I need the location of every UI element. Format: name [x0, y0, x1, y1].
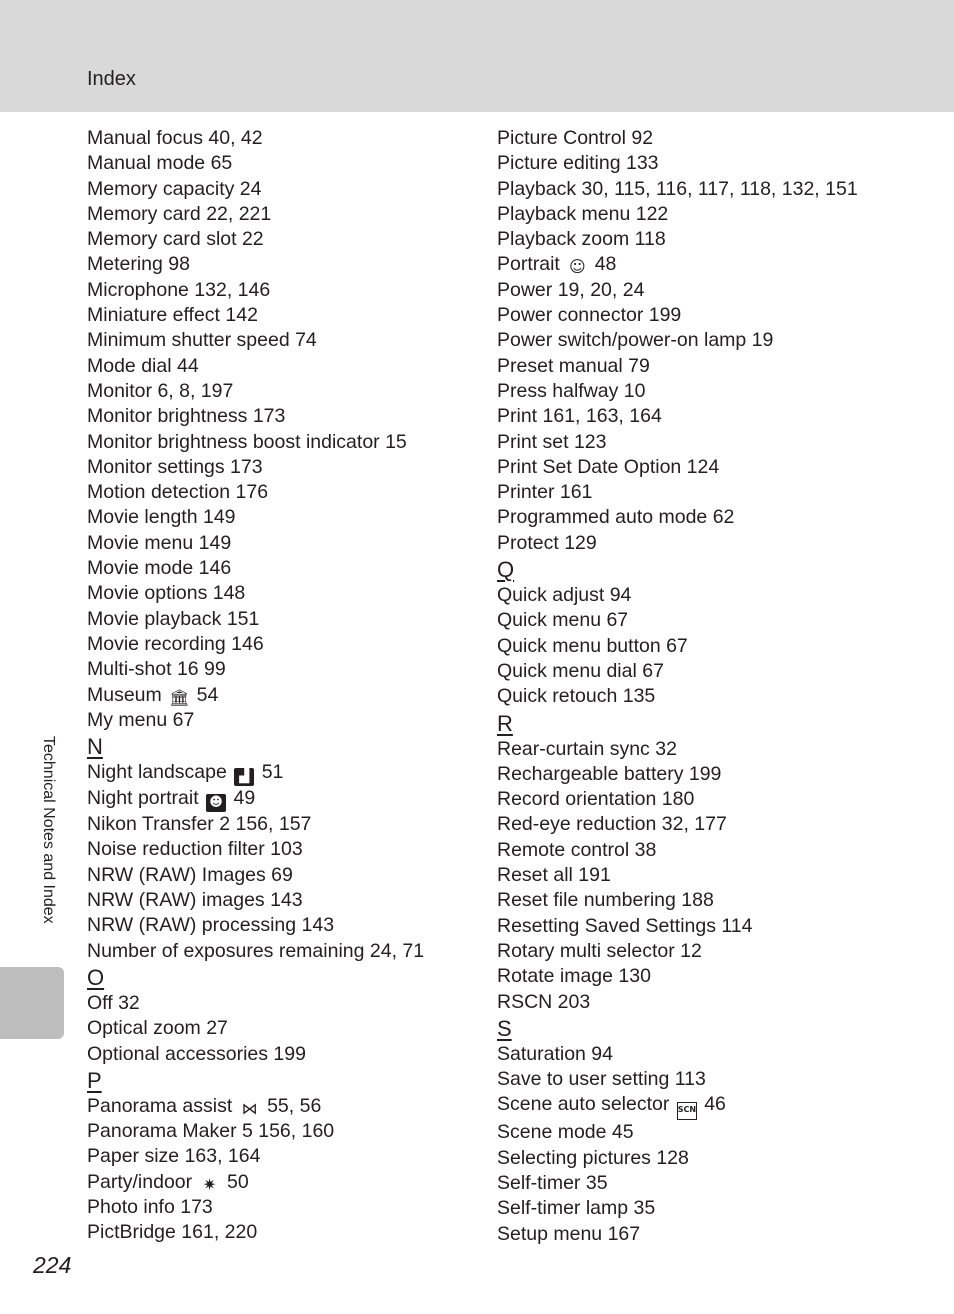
index-entry: Minimum shutter speed 74 [87, 329, 317, 352]
index-entry: Scene mode 45 [497, 1121, 634, 1144]
section-side-label: Technical Notes and Index [40, 736, 57, 924]
index-entry: Miniature effect 142 [87, 304, 258, 327]
index-entry: Panorama Maker 5 156, 160 [87, 1120, 335, 1143]
index-entry: Multi-shot 16 99 [87, 658, 226, 681]
index-entry-label: Scene auto selector [497, 1093, 670, 1116]
index-entry: Power 19, 20, 24 [497, 278, 645, 301]
index-entry [497, 1092, 937, 1120]
index-entry: Press halfway 10 [497, 379, 646, 402]
index-entry-pages: 55, 56 [267, 1094, 322, 1117]
index-entry: Programmed auto mode 62 [497, 506, 735, 529]
index-entry-pages: 46 [704, 1093, 726, 1116]
index-entry: Quick menu button 67 [497, 634, 688, 657]
index-entry: Playback menu 122 [497, 202, 669, 225]
index-entry: Save to user setting 113 [497, 1068, 706, 1091]
night-portrait-icon: ☻ [206, 794, 226, 812]
index-entry: Quick menu 67 [497, 609, 629, 632]
index-letter-heading: R [497, 710, 513, 736]
index-entry: Self-timer 35 [497, 1171, 608, 1194]
index-entry: Off 32 [87, 991, 140, 1014]
index-entry-pages: 50 [226, 1170, 249, 1193]
index-entry: Print set 123 [497, 430, 607, 453]
index-entry: Protect 129 [497, 531, 597, 554]
index-entry: PictBridge 161, 220 [87, 1221, 258, 1244]
index-entry: Movie options 148 [87, 582, 246, 605]
index-entry: Photo info 173 [87, 1195, 213, 1218]
index-entry: My menu 67 [87, 708, 195, 731]
index-entry [87, 1094, 467, 1119]
index-entry: Print 161, 163, 164 [497, 405, 662, 428]
index-entry: Printer 161 [497, 481, 593, 504]
section-tab-marker [0, 967, 64, 1039]
index-entry-label: Panorama assist [87, 1094, 233, 1117]
index-entry: Rotate image 130 [497, 965, 651, 988]
index-entry-label: Portrait [497, 253, 560, 276]
index-entry: Quick menu dial 67 [497, 659, 664, 682]
index-entry: NRW (RAW) processing 143 [87, 914, 335, 937]
index-entry: Nikon Transfer 2 156, 157 [87, 813, 312, 836]
index-entry: Setup menu 167 [497, 1222, 641, 1245]
index-entry: Rear-curtain sync 32 [497, 737, 677, 760]
party-indoor-icon: ✷ [202, 1174, 217, 1194]
index-entry: Rotary multi selector 12 [497, 939, 702, 962]
index-entry: Movie mode 146 [87, 557, 232, 580]
index-entry: Saturation 94 [497, 1042, 614, 1065]
index-entry: Optional accessories 199 [87, 1042, 306, 1065]
index-entry-label: Museum [87, 683, 162, 706]
index-entry: Quick retouch 135 [497, 685, 656, 708]
index-entry: Movie menu 149 [87, 531, 232, 554]
page-number: 224 [33, 1252, 72, 1278]
index-entry: Metering 98 [87, 253, 190, 276]
index-column-right [497, 126, 937, 1247]
panorama-assist-icon: ⋈ [241, 1098, 258, 1118]
index-entry: Memory card 22, 221 [87, 202, 272, 225]
index-entry: RSCN 203 [497, 990, 591, 1013]
index-entry: Optical zoom 27 [87, 1017, 228, 1040]
index-letter-heading: P [87, 1067, 102, 1093]
scene-auto-selector-icon: SCN [677, 1102, 697, 1120]
index-entry: Print Set Date Option 124 [497, 455, 720, 478]
museum-icon: 🏛 [169, 687, 190, 707]
index-entry [87, 786, 467, 812]
index-entry: Movie recording 146 [87, 632, 264, 655]
index-entry: Movie length 149 [87, 506, 236, 529]
index-entry: Monitor brightness 173 [87, 405, 286, 428]
index-entry: Paper size 163, 164 [87, 1145, 261, 1168]
index-entry: Number of exposures remaining 24, 71 [87, 939, 425, 962]
index-entry: NRW (RAW) images 143 [87, 889, 303, 912]
index-entry-pages: 51 [261, 761, 284, 784]
index-entry: Monitor brightness boost indicator 15 [87, 430, 407, 453]
index-letter-heading: N [87, 734, 103, 760]
index-entry: Resetting Saved Settings 114 [497, 914, 753, 937]
index-entry: Selecting pictures 128 [497, 1146, 689, 1169]
index-entry [87, 683, 467, 708]
index-letter-heading: S [497, 1015, 512, 1041]
index-entry: Self-timer lamp 35 [497, 1197, 656, 1220]
index-entry [87, 760, 467, 786]
index-entry: Monitor settings 173 [87, 455, 263, 478]
index-entry: Rechargeable battery 199 [497, 762, 722, 785]
index-entry: Picture editing 133 [497, 152, 659, 175]
index-entry-label: Party/indoor [87, 1170, 193, 1193]
index-entry [87, 1170, 467, 1195]
index-entry: Red-eye reduction 32, 177 [497, 813, 727, 836]
index-entry: Noise reduction filter 103 [87, 838, 303, 861]
index-entry-label: Night landscape [87, 761, 227, 784]
index-entry: Motion detection 176 [87, 481, 269, 504]
index-column-left [87, 126, 467, 1246]
index-entry-pages: 54 [196, 683, 219, 706]
index-entry: Power switch/power-on lamp 19 [497, 329, 774, 352]
index-entry: Mode dial 44 [87, 354, 199, 377]
index-entry-pages: 49 [233, 787, 256, 810]
index-entry: Power connector 199 [497, 304, 682, 327]
index-letter-heading: Q [497, 557, 515, 583]
index-entry: Reset all 191 [497, 864, 611, 887]
night-landscape-icon: ▟ [234, 768, 254, 786]
page-header [0, 0, 954, 112]
index-entry: Preset manual 79 [497, 354, 650, 377]
index-entry: Memory card slot 22 [87, 228, 264, 251]
index-entry: Memory capacity 24 [87, 177, 262, 200]
index-entry: Picture Control 92 [497, 127, 654, 149]
index-entry: Manual focus 40, 42 [87, 127, 263, 149]
index-entry-pages: 48 [594, 253, 617, 276]
header-title: Index [87, 68, 136, 90]
portrait-icon: ☺ [568, 257, 586, 277]
index-entry-label: Night portrait [87, 787, 199, 810]
index-entry: NRW (RAW) Images 69 [87, 863, 293, 886]
index-entry: Playback zoom 118 [497, 228, 666, 251]
index-entry: Record orientation 180 [497, 788, 695, 811]
index-entry: Remote control 38 [497, 838, 657, 861]
index-entry: Manual mode 65 [87, 152, 233, 175]
index-entry [497, 252, 937, 277]
index-entry: Monitor 6, 8, 197 [87, 379, 234, 402]
index-entry: Microphone 132, 146 [87, 278, 271, 301]
index-entry: Playback 30, 115, 116, 117, 118, 132, 151 [497, 177, 858, 200]
index-entry: Movie playback 151 [87, 607, 260, 630]
index-entry: Quick adjust 94 [497, 584, 632, 607]
index-letter-heading: O [87, 964, 105, 990]
index-entry: Reset file numbering 188 [497, 889, 714, 912]
